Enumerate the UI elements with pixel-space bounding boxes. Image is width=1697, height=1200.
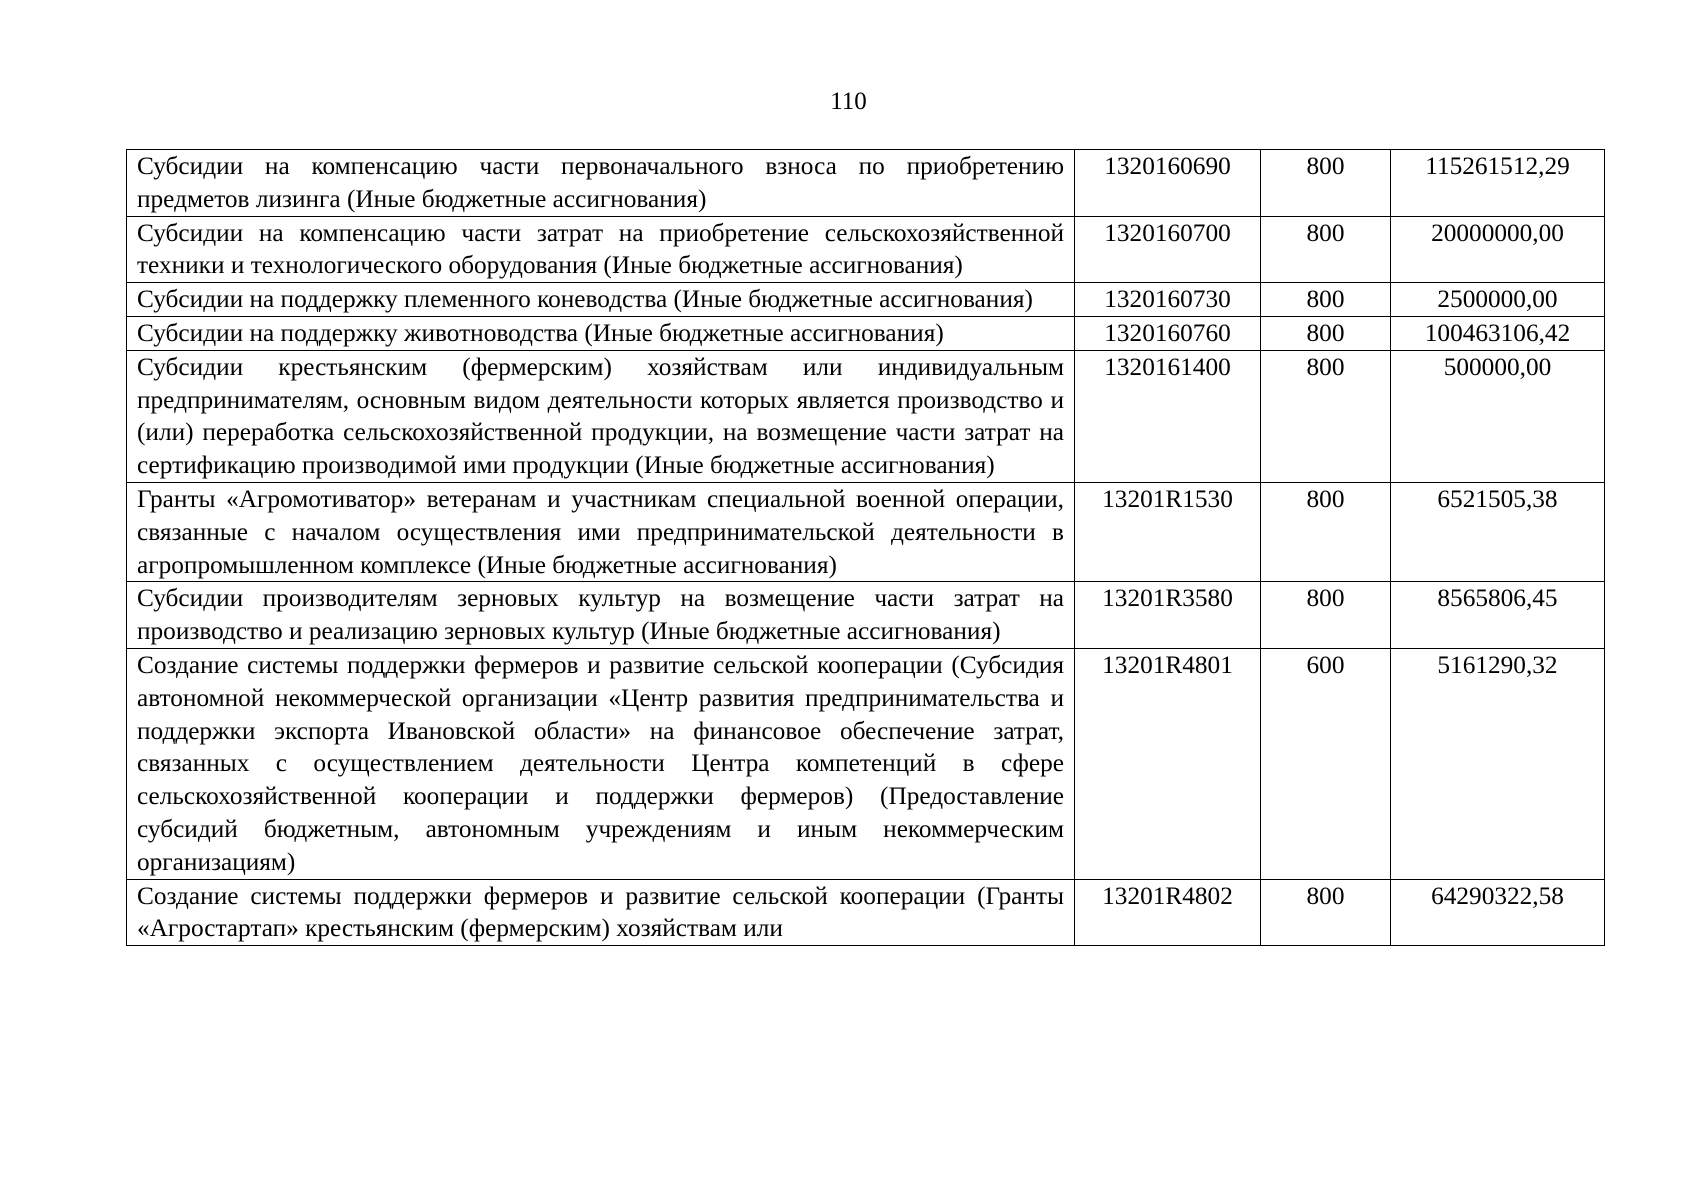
table-row (127, 350, 1605, 482)
row-target-code: 1320160760 (1075, 316, 1261, 350)
row-expense-type: 800 (1261, 482, 1391, 581)
row-target-code: 13201R4801 (1075, 648, 1261, 879)
table-row (127, 879, 1605, 946)
row-description: Субсидии крестьянским (фермерским) хозяйствам или индивидуальным предпринимателям, основным видом деятельности которых является производство и (или) переработка сельскохозяйственной продукции, на возмещение части затрат на сертификацию производимой ими продукции (Иные бюджетные ассигнования) (127, 350, 1075, 482)
row-target-code: 1320160700 (1075, 216, 1261, 283)
table-row (127, 150, 1605, 217)
row-expense-type: 800 (1261, 582, 1391, 649)
row-description: Создание системы поддержки фермеров и развитие сельской кооперации (Гранты «Агростартап» крестьянским (фермерским) хозяйствам или (127, 879, 1075, 946)
row-amount: 5161290,32 (1391, 648, 1605, 879)
row-amount: 100463106,42 (1391, 316, 1605, 350)
table-row (127, 582, 1605, 649)
row-expense-type: 800 (1261, 350, 1391, 482)
budget-allocation-table (126, 149, 1605, 946)
row-target-code: 13201R1530 (1075, 482, 1261, 581)
row-target-code: 13201R4802 (1075, 879, 1261, 946)
row-description: Субсидии производителям зерновых культур на возмещение части затрат на производство и реализацию зерновых культур (Иные бюджетные ассигнования) (127, 582, 1075, 649)
row-target-code: 1320161400 (1075, 350, 1261, 482)
row-expense-type: 800 (1261, 283, 1391, 317)
row-expense-type: 800 (1261, 316, 1391, 350)
row-amount: 8565806,45 (1391, 582, 1605, 649)
table-row (127, 648, 1605, 879)
page-number: 110 (830, 88, 867, 115)
row-expense-type: 600 (1261, 648, 1391, 879)
row-amount: 500000,00 (1391, 350, 1605, 482)
row-description: Гранты «Агромотиватор» ветеранам и участникам специальной военной операции, связанные с началом осуществления ими предпринимательской деятельности в агропромышленном комплексе (Иные бюджетные ассигнования) (127, 482, 1075, 581)
row-amount: 64290322,58 (1391, 879, 1605, 946)
row-expense-type: 800 (1261, 150, 1391, 217)
row-amount: 6521505,38 (1391, 482, 1605, 581)
row-description: Субсидии на компенсацию части затрат на приобретение сельскохозяйственной техники и технологического оборудования (Иные бюджетные ассигнования) (127, 216, 1075, 283)
row-target-code: 1320160690 (1075, 150, 1261, 217)
row-expense-type: 800 (1261, 216, 1391, 283)
row-expense-type: 800 (1261, 879, 1391, 946)
table-row (127, 283, 1605, 317)
table-row (127, 216, 1605, 283)
row-description: Субсидии на компенсацию части первоначального взноса по приобретению предметов лизинга (Иные бюджетные ассигнования) (127, 150, 1075, 217)
row-amount: 115261512,29 (1391, 150, 1605, 217)
row-amount: 2500000,00 (1391, 283, 1605, 317)
row-description: Субсидии на поддержку племенного коневодства (Иные бюджетные ассигнования) (127, 283, 1075, 317)
row-description: Создание системы поддержки фермеров и развитие сельской кооперации (Субсидия автономной некоммерческой организации «Центр развития предпринимательства и поддержки экспорта Ивановской области» на финансовое обеспечение затрат, связанных с осуществлением деятельности Центра компетенций в сфере сельскохозяйственной кооперации и поддержки фермеров) (Предоставление субсидий бюджетным, автономным учреждениям и иным некоммерческим организациям) (127, 648, 1075, 879)
table-row (127, 316, 1605, 350)
row-target-code: 1320160730 (1075, 283, 1261, 317)
row-description: Субсидии на поддержку животноводства (Иные бюджетные ассигнования) (127, 316, 1075, 350)
row-amount: 20000000,00 (1391, 216, 1605, 283)
table-row (127, 482, 1605, 581)
row-target-code: 13201R3580 (1075, 582, 1261, 649)
